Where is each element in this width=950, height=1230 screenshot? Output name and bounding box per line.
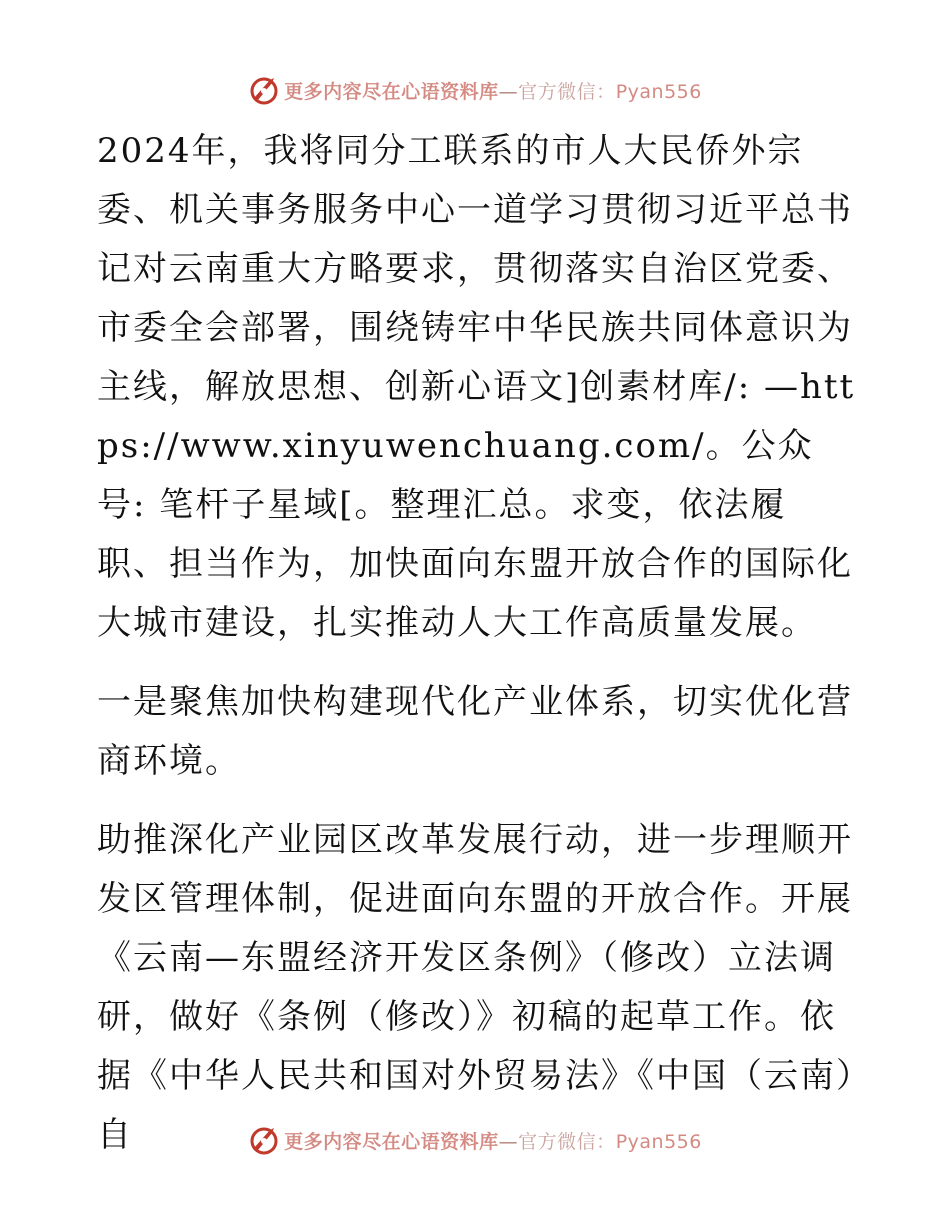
document-body	[97, 122, 857, 1185]
paragraph-section-heading: 一是聚焦加快构建现代化产业体系，切实优化营商环境。	[97, 682, 853, 781]
header-banner	[0, 70, 950, 110]
banner-wechat-id: Pyan556	[615, 80, 702, 103]
banner-main-text: 更多内容尽在心语资料库	[284, 80, 499, 103]
footer-banner	[0, 1120, 950, 1160]
banner-separator: —	[498, 80, 519, 103]
banner-wechat-label: 官方微信：	[518, 1130, 616, 1153]
feather-pen-circle-icon	[248, 74, 280, 106]
paragraph-detail: 助推深化产业园区改革发展行动，进一步理顺开发区管理体制，促进面向东盟的开放合作。开展《云南—东盟经济开发区条例》（修改）立法调研，做好《条例（修改）》初稿的起草工作。依据《中华人民共和国对外贸易法》《中国（云南）自	[97, 820, 855, 1155]
banner-separator: —	[498, 1130, 519, 1153]
banner-main-text: 更多内容尽在心语资料库	[284, 1130, 499, 1153]
banner-wechat-label: 官方微信：	[518, 80, 616, 103]
banner-wechat-id: Pyan556	[615, 1130, 702, 1153]
paragraph-intro: 2024年，我将同分工联系的市人大民侨外宗委、机关事务服务中心一道学习贯彻习近平总书记对云南重大方略要求，贯彻落实自治区党委、市委全会部署，围绕铸牢中华民族共同体意识为主线，解放思想、创新心语文]创素材库/: —https://www.xinyuwenchuang.com/。公众号: 笔杆子星域[。整理汇总。求变，依法履职、担当作为，加快面向东盟开放合作的国际化大城市建设，扎实推动人大工作高质量发展。	[97, 131, 856, 643]
feather-pen-circle-icon	[248, 1124, 280, 1156]
